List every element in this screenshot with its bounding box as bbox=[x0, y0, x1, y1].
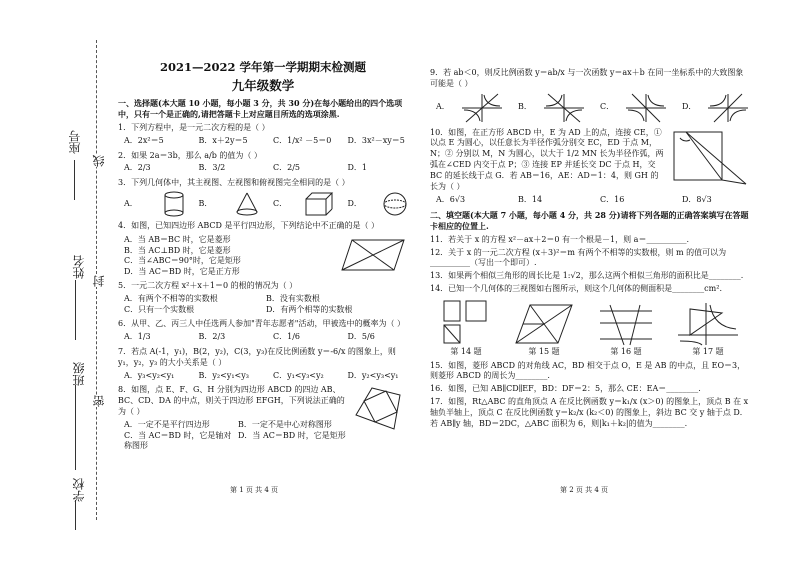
name-label: 姓名 bbox=[72, 255, 86, 279]
quadrilateral-midpoints-figure bbox=[352, 385, 408, 433]
cone-figure bbox=[235, 191, 259, 217]
figure-17 bbox=[676, 301, 740, 358]
q9-option-c[interactable]: C． bbox=[600, 92, 668, 124]
q4-option-b[interactable]: B．当 AC⊥BD 时，它是菱形 bbox=[124, 245, 231, 255]
q9-graph-a bbox=[460, 92, 504, 124]
section1-heading: 一、选择题(本大题 10 小题，每小题 3 分，共 30 分)在每小题给出的四个选项中，只有一个是正确的,请把答题卡上对应题目所选的选项涂黑. bbox=[118, 98, 403, 120]
q5-options bbox=[124, 294, 408, 316]
section2-heading: 二、填空题(本大题 7 小题，每小题 4 分，共 28 分)请将下列各题的正确答案填写在答题卡相应的位置上. bbox=[430, 210, 749, 231]
q6-option-a[interactable]: A．1/3 bbox=[124, 332, 151, 342]
hyperbola-triangle-figure bbox=[676, 301, 740, 347]
q6-option-d[interactable]: D．5/6 bbox=[347, 332, 375, 342]
right-page bbox=[430, 68, 750, 431]
fill-q12: 12．关于 x 的一元二次方程 (x＋3)²＝m 有两个不相等的实数根，则 m 的值可以为__________（写出一个即可）. bbox=[430, 247, 727, 268]
q3-option-d[interactable]: D． bbox=[348, 191, 409, 217]
seat-label: 座号 bbox=[68, 130, 82, 154]
q4-option-d[interactable]: D．当 AC＝BD 时，它是正方形 bbox=[124, 267, 240, 277]
q9-graph-d bbox=[706, 92, 750, 124]
three-views-figure bbox=[440, 297, 492, 347]
q10-option-c[interactable]: C．16 bbox=[600, 195, 625, 205]
q8-options bbox=[124, 420, 352, 452]
q2-options bbox=[124, 163, 408, 174]
figure-14-caption: 第 14 题 bbox=[450, 346, 482, 356]
q10-option-d[interactable]: D．8√3 bbox=[682, 195, 712, 205]
q1-options bbox=[124, 136, 408, 147]
q9-graph-c bbox=[624, 92, 668, 124]
q9-options bbox=[436, 92, 750, 124]
prism-figure bbox=[304, 191, 334, 217]
q1-option-d[interactable]: D．3x²－xy＝5 bbox=[347, 135, 405, 145]
q7-stem: 7．若点 A(-1，y₁)，B(2，y₂)，C(3，y₃)在反比例函数 y＝-6/x 的图象上，则 y₁，y₂，y₃ 的大小关系是（ ） bbox=[118, 346, 396, 367]
line-char: 线 bbox=[92, 155, 106, 167]
fill-q13: 13．如果两个相似三角形的周长比是 1:√2，那么这两个相似三角形的面积比是________. bbox=[430, 271, 744, 281]
sphere-figure bbox=[382, 191, 408, 217]
q8-body bbox=[118, 385, 408, 452]
q10-option-a[interactable]: A．6√3 bbox=[436, 195, 466, 205]
name-blank[interactable] bbox=[75, 280, 76, 340]
q4-body bbox=[118, 234, 408, 281]
left-page bbox=[118, 60, 408, 452]
q9-option-b[interactable]: B． bbox=[518, 92, 586, 124]
q2-stem: 2．如果 2a＝3b，那么 a/b 的值为（ ） bbox=[118, 150, 262, 160]
q7-option-b[interactable]: B．y₂<y₁<y₃ bbox=[198, 370, 249, 380]
q3-option-c[interactable]: C． bbox=[273, 191, 334, 217]
q6-option-c[interactable]: C．1/6 bbox=[273, 332, 300, 342]
fill-q14: 14．已知一个几何体的三视图如右图所示，则这个几何体的侧面积是________cm². bbox=[430, 283, 722, 293]
cylinder-figure bbox=[163, 191, 185, 217]
q7-option-c[interactable]: C．y₁<y₃<y₂ bbox=[273, 370, 324, 380]
fill-q15: 15．如图，菱形 ABCD 的对角线 AC，BD 相交于点 O，E 是 AB 的中点，且 EO＝3，则菱形 ABCD 的周长为________. bbox=[430, 360, 746, 381]
figure-15-caption: 第 15 题 bbox=[528, 346, 560, 356]
seal-char: 封 bbox=[92, 275, 106, 287]
figure-16-caption: 第 16 题 bbox=[610, 346, 642, 356]
class-label: 班级 bbox=[72, 362, 86, 386]
q1-option-c[interactable]: C．1/x² －5＝0 bbox=[273, 135, 332, 145]
q9-option-d[interactable]: D． bbox=[682, 92, 750, 124]
q1-option-a[interactable]: A．2x²＝5 bbox=[124, 135, 164, 145]
q8-option-d[interactable]: D．当 AC＝BD 时，它是矩形 bbox=[238, 430, 346, 440]
q9-option-a[interactable]: A． bbox=[436, 92, 504, 124]
q10-body bbox=[430, 128, 750, 195]
q4-options bbox=[124, 235, 338, 278]
q5-stem: 5．一元二次方程 x²＋x＋1＝0 的根的情况为（ ） bbox=[118, 280, 298, 290]
q1-stem: 1．下列方程中，是一元二次方程的是（ ） bbox=[118, 122, 270, 132]
q8-stem: 8．如图，点 E、F、G、H 分别为四边形 ABCD 的四边 AB、BC、CD、DA 的中点，则关于四边形 EFGH，下列说法正确的为（ ） bbox=[118, 385, 345, 416]
seat-blank[interactable] bbox=[74, 160, 75, 200]
q9-graph-b bbox=[542, 92, 586, 124]
q3-option-a[interactable]: A． bbox=[124, 191, 185, 217]
q8-option-b[interactable]: B．一定不是中心对称图形 bbox=[238, 419, 332, 429]
q10-option-b[interactable]: B．14 bbox=[518, 195, 543, 205]
q5-option-c[interactable]: C．只有一个实数根 bbox=[124, 304, 195, 314]
q5-option-a[interactable]: A．有两个不相等的实数根 bbox=[124, 293, 218, 303]
class-blank[interactable] bbox=[75, 385, 76, 470]
q4-stem: 4．如图，已知四边形 ABCD 是平行四边形，下列结论中不正确的是（ ） bbox=[118, 220, 380, 230]
q5-option-b[interactable]: B．没有实数根 bbox=[266, 293, 320, 303]
dense-char: 密 bbox=[92, 395, 106, 407]
exam-title: 2021—2022 学年第一学期期末检测题 bbox=[159, 60, 367, 74]
school-label: 学校 bbox=[72, 478, 86, 502]
q3-options bbox=[124, 191, 408, 217]
q8-option-c[interactable]: C．当 AC＝BD 时，它是轴对称图形 bbox=[124, 430, 232, 451]
q6-stem: 6．从甲、乙、丙三人中任选两人参加"青年志愿者"活动，甲被选中的概率为（ ） bbox=[118, 319, 405, 329]
q8-option-a[interactable]: A．一定不是平行四边形 bbox=[124, 419, 210, 429]
q2-option-b[interactable]: B．3/2 bbox=[198, 163, 226, 173]
q3-stem: 3．下列几何体中，其主视图、左视图和俯视图完全相同的是（ ） bbox=[118, 178, 350, 188]
q5-option-d[interactable]: D．有两个相等的实数根 bbox=[266, 304, 353, 314]
q6-option-b[interactable]: B．2/3 bbox=[198, 332, 226, 342]
q9-stem: 9．若 ab＜0，则反比例函数 y＝ab/x 与一次函数 y＝ax＋b 在同一坐标系中的大致图象可能是（ ） bbox=[430, 68, 744, 88]
parallel-lines-figure bbox=[596, 301, 656, 347]
q2-option-c[interactable]: C．2/5 bbox=[273, 163, 300, 173]
square-construction-figure bbox=[670, 128, 750, 190]
rhombus-figure bbox=[512, 301, 576, 347]
q10-stem: 10．如图，在正方形 ABCD 中，E 为 AD 上的点，连接 CE，①以点 E 为圆心，以任意长为半径作弧分别交 EC，ED 于点 M，N；② 分别以 M，N 为圆心，以大于 1/2 MN 长为半径作弧，两弧在∠CED 内交于点 P；③ 连接 EP 并延长交 DC 于点 H，交 BC 的延长线于点 G．若 AB＝16，AE：AD＝1：4，则 GH 的长为（ ） bbox=[430, 127, 664, 191]
fill-q16: 16．如图，已知 AB∥CD∥EF，BD：DF＝2：5，那么 CE：EA＝________. bbox=[430, 384, 701, 394]
footer-right: 第 2 页 共 4 页 bbox=[560, 486, 609, 494]
q7-options bbox=[124, 371, 408, 382]
fill-figures-row bbox=[430, 297, 750, 358]
q2-option-d[interactable]: D．1 bbox=[347, 163, 368, 173]
q7-option-d[interactable]: D．y₂<y₃<y₁ bbox=[347, 370, 399, 380]
figure-17-caption: 第 17 题 bbox=[692, 346, 724, 356]
exam-subject: 九年级数学 bbox=[231, 77, 295, 93]
figure-16 bbox=[596, 301, 656, 358]
q1-option-b[interactable]: B．x＋2y＝5 bbox=[198, 135, 248, 145]
binding-strip bbox=[0, 0, 106, 561]
figure-14 bbox=[440, 297, 492, 358]
q2-option-a[interactable]: A．2/3 bbox=[124, 163, 151, 173]
figure-15 bbox=[512, 301, 576, 358]
q4-option-c[interactable]: C．当∠ABC＝90°时，它是矩形 bbox=[124, 256, 241, 266]
q6-options bbox=[124, 332, 408, 343]
q10-options bbox=[436, 195, 750, 206]
fill-q17: 17．如图，Rt△ABC 的直角顶点 A 在反比例函数 y＝k₁/x (x＞0) 的图象上，顶点 B 在 x 轴负半轴上，顶点 C 在反比例函数 y＝k₂/x (k₂＜0) 的图象上，斜边 BC 交 y 轴于点 D．若 AB∥y 轴，BD＝2DC，△ABC 面积为 6，则|k₁＋k₂|的值为________. bbox=[430, 396, 749, 428]
parallelogram-figure bbox=[338, 234, 408, 276]
school-blank[interactable] bbox=[75, 500, 76, 530]
q7-option-a[interactable]: A．y₃<y₂<y₁ bbox=[124, 370, 175, 380]
q4-option-a[interactable]: A．当 AB＝BC 时，它是菱形 bbox=[124, 234, 231, 244]
q3-option-b[interactable]: B． bbox=[199, 191, 260, 217]
fill-q11: 11．若关于 x 的方程 x²－ax＋2＝0 有一个根是－1，则 a＝__________. bbox=[430, 234, 689, 244]
footer-left: 第 1 页 共 4 页 bbox=[230, 486, 279, 494]
